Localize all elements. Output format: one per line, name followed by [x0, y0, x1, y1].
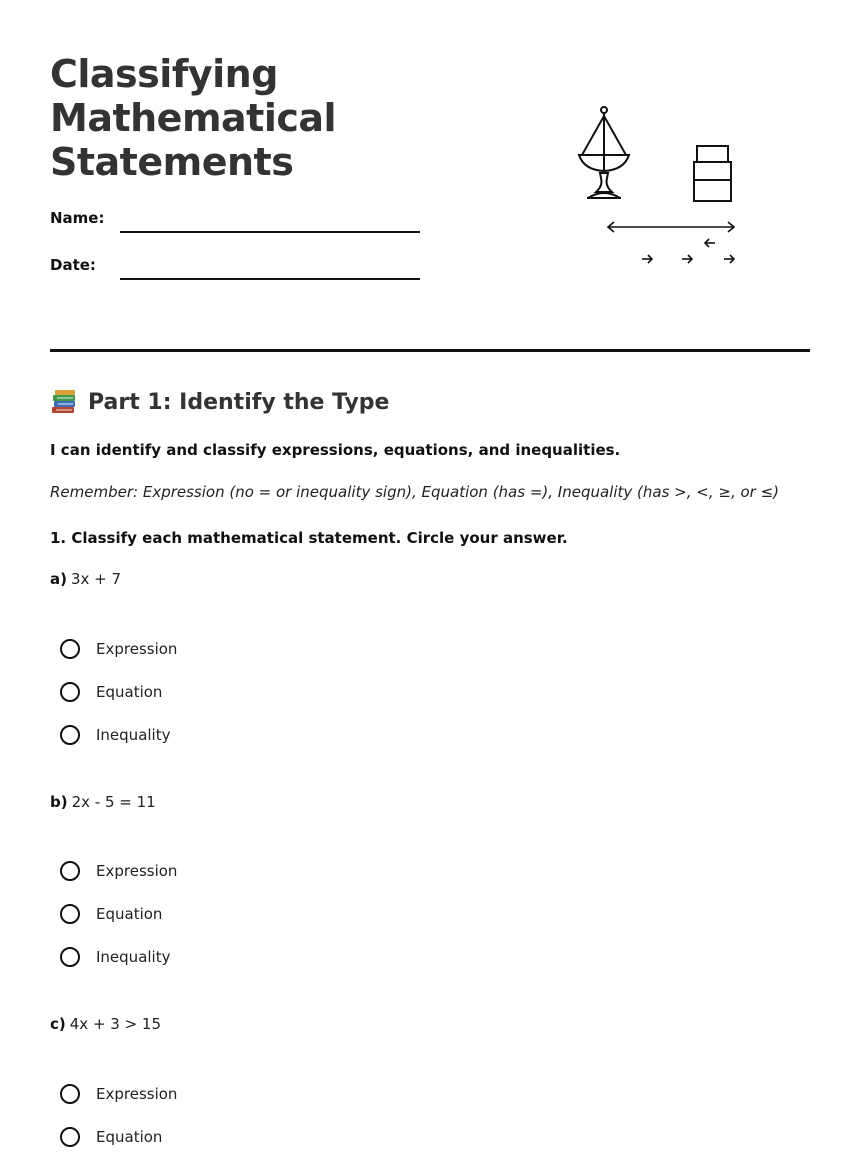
option-expression[interactable]	[60, 858, 177, 884]
option-label: Inequality	[96, 726, 171, 744]
option-equation[interactable]	[60, 1124, 162, 1150]
option-label: Inequality	[96, 948, 171, 966]
reminder-note: Remember: Expression (no = or inequality sign), Equation (has =), Inequality (has >, <, ≥, or ≤)	[50, 483, 780, 501]
name-field[interactable]	[120, 231, 420, 233]
title-line-2: Mathematical	[50, 96, 337, 140]
radio-circle-icon[interactable]	[60, 682, 80, 702]
option-label: Equation	[96, 683, 163, 701]
option-label: Expression	[96, 862, 178, 880]
question-letter: a)	[50, 570, 67, 588]
option-label: Expression	[96, 640, 178, 658]
section-heading-text: Part 1: Identify the Type	[88, 389, 390, 415]
date-field[interactable]	[120, 278, 420, 280]
section-heading	[50, 389, 389, 415]
option-expression[interactable]	[60, 636, 177, 662]
question-statement: 2x - 5 = 11	[71, 793, 156, 811]
number-line-arrows-icon	[608, 222, 734, 263]
page-title	[50, 52, 470, 184]
radio-circle-icon[interactable]	[60, 639, 80, 659]
question-statement: 3x + 7	[70, 570, 122, 588]
radio-circle-icon[interactable]	[60, 904, 80, 924]
radio-circle-icon[interactable]	[60, 1127, 80, 1147]
date-label: Date:	[50, 256, 96, 274]
question-a	[50, 570, 121, 588]
option-equation[interactable]	[60, 901, 162, 927]
question-b	[50, 793, 156, 811]
option-label: Equation	[96, 905, 163, 923]
books-icon	[50, 389, 78, 415]
question-statement: 4x + 3 > 15	[69, 1015, 162, 1033]
question-letter: c)	[50, 1015, 66, 1033]
radio-circle-icon[interactable]	[60, 725, 80, 745]
question-instruction: 1. Classify each mathematical statement. Circle your answer.	[50, 529, 568, 547]
stacked-boxes-icon	[694, 146, 731, 201]
title-line-3: Statements	[50, 140, 294, 184]
option-label: Expression	[96, 1085, 178, 1103]
option-inequality[interactable]	[60, 944, 170, 970]
radio-circle-icon[interactable]	[60, 947, 80, 967]
option-equation[interactable]	[60, 679, 162, 705]
title-line-1: Classifying	[50, 52, 278, 96]
option-label: Equation	[96, 1128, 163, 1146]
radio-circle-icon[interactable]	[60, 861, 80, 881]
option-expression[interactable]	[60, 1081, 177, 1107]
question-c	[50, 1015, 161, 1033]
section-divider	[50, 349, 810, 352]
balance-scale-illustration	[570, 100, 750, 275]
name-label: Name:	[50, 209, 105, 227]
question-letter: b)	[50, 793, 68, 811]
learning-objective: I can identify and classify expressions, equations, and inequalities.	[50, 441, 621, 459]
balance-scale-icon	[579, 107, 629, 198]
option-inequality[interactable]	[60, 722, 170, 748]
radio-circle-icon[interactable]	[60, 1084, 80, 1104]
